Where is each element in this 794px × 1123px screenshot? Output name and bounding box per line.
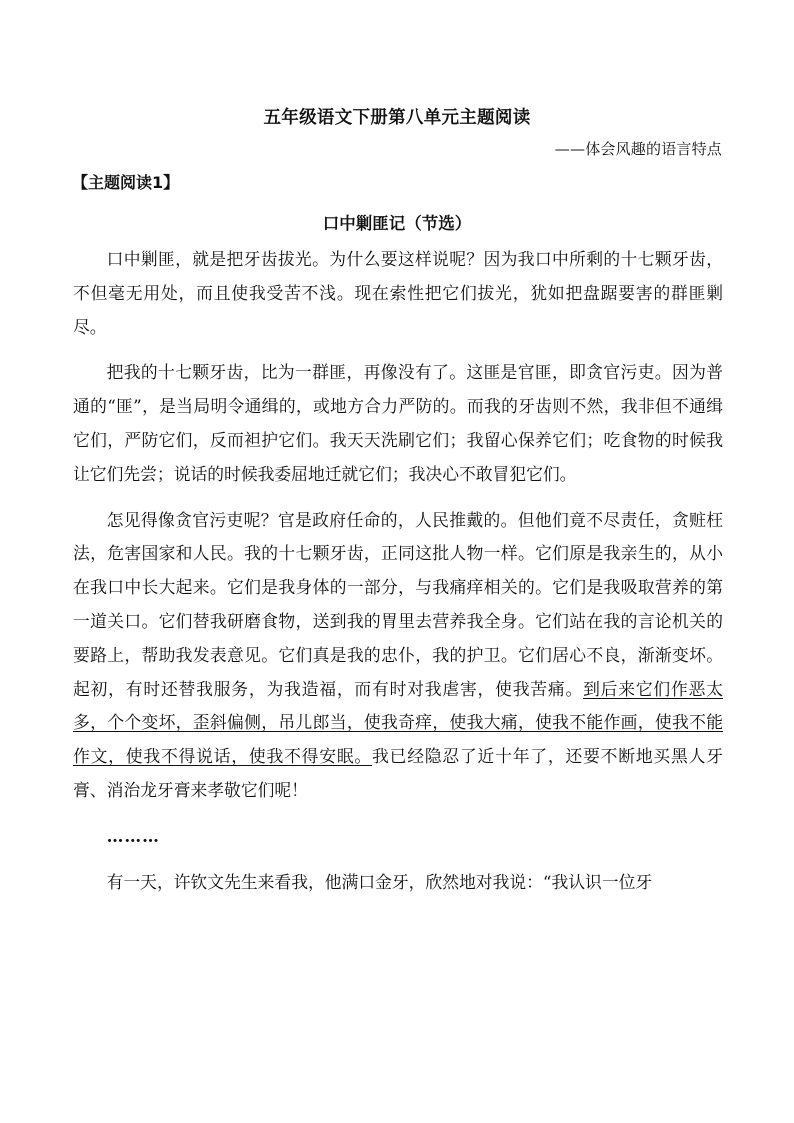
document-subtitle: ——体会风趣的语言特点 xyxy=(554,140,722,158)
paragraph-3-ending: 我已经隐忍了近十年了，还要不断地买黑人牙膏、消治龙牙膏来孝敬它们呢！ xyxy=(73,746,723,800)
paragraph-3-text: 怎见得像贪官污吏呢？官是政府任命的，人民推戴的。但他们竟不尽责任，贪赃枉法，危害国家和人民。我的十七颗牙齿，正同这批人物一样。它们原是我亲生的，从小在我口中长大起来。它们是我身体的一部分，与我痛痒相关的。它们是我吸取营养的第一道关口。它们替我研磨食物，送到我的胃里去营养我全身。它们站在我的言论机关的要路上，帮助我发表意见。它们真是我的忠仆，我的护卫。它们居心不良，渐渐变坏。起初，有时还替我服务，为我造福，而有时对我虐害，使我苦痛。 xyxy=(73,509,723,699)
article-body xyxy=(73,243,723,899)
underlined-passage: 到后来它们作恶太多，个个变坏，歪斜偏侧，吊儿郎当，使我奇痒，使我大痛，使我不能作画，使我不能作文，使我不得说话，使我不得安眠。 xyxy=(73,678,723,767)
document-title: 五年级语文下册第八单元主题阅读 xyxy=(263,108,531,128)
article-title: 口中剿匪记（节选） xyxy=(322,214,472,233)
section-heading: 【主题阅读1】 xyxy=(72,173,180,192)
ellipsis-omission: ……… xyxy=(106,825,160,846)
paragraph-4: 有一天，许钦文先生来看我，他满口金牙，欣然地对我说：“我认识一位牙 xyxy=(106,871,653,892)
paragraph-1: 口中剿匪，就是把牙齿拔光。为什么要这样说呢？因为我口中所剩的十七颗牙齿，不但毫无用处，而且使我受苦不浅。现在索性把它们拔光，犹如把盘踞要害的群匪剿尽。 xyxy=(73,249,723,337)
paragraph-2: 把我的十七颗牙齿，比为一群匪，再像没有了。这匪是官匪，即贪官污吏。因为普通的“匪”，是当局明令通缉的，或地方合力严防的。而我的牙齿则不然，我非但不通缉它们，严防它们，反而袒护它们。我天天洗刷它们；我留心保养它们；吃食物的时候我让它们先尝；说话的时候我委屈地迁就它们；我决心不敢冒犯它们。 xyxy=(73,362,723,484)
paragraph-3 xyxy=(73,504,723,808)
